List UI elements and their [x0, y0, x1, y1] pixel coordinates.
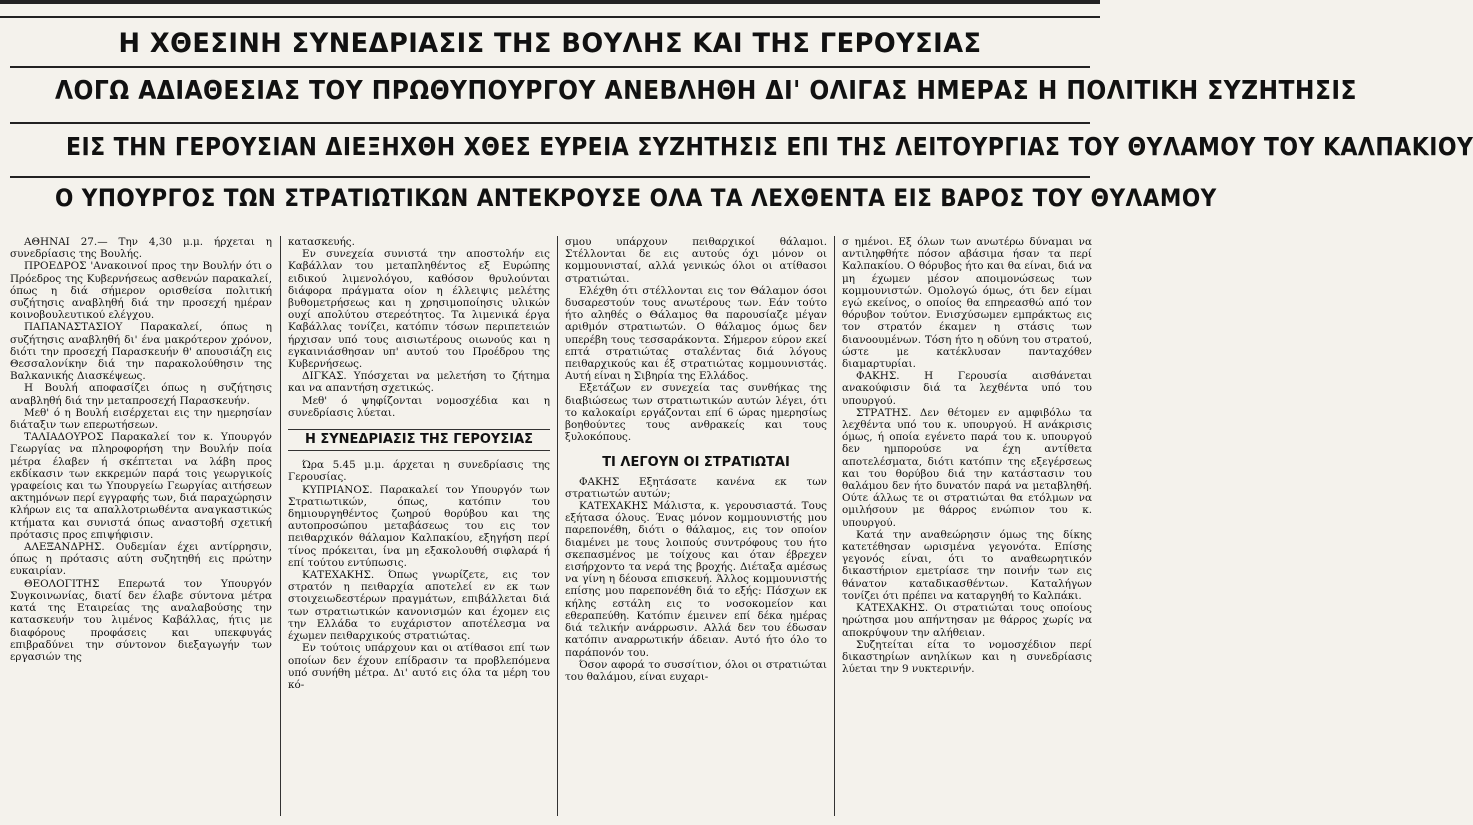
paragraph: Ελέχθη ότι στέλλονται εις τον Θάλαμον όσοι δυσαρεστούν τους ανωτέρους των. Εάν τούτο ήτο αληθές ο Θάλαμος θα παρουσίαζε μέγαν αριθμόν στρατιωτών. Ο θάλαμος όμως δεν υπερέβη τους τεσσαράκοντα. Σήμερον εύρον εκεί επτά στρατιώτας σταλέντας διά λόγους πειθαρχικούς και έξ στρατιώτας κομμουνιστάς. Αυτή είναι η Σιβηρία της Ελλάδος. [565, 284, 827, 383]
column-rule [834, 236, 835, 816]
paragraph: Μεθ' ό η Βουλή εισέρχεται εις την ημερησίαν διάταξιν των επερωτήσεων. [10, 406, 272, 432]
headline-2: ΛΟΓΩ ΑΔΙΑΘΕΣΙΑΣ ΤΟΥ ΠΡΩΘΥΠΟΥΡΓΟΥ ΑΝΕΒΛΗΘΗ ΔΙ' ΟΛΙΓΑΣ ΗΜΕΡΑΣ Η ΠΟΛΙΤΙΚΗ ΣΥΖΗΤΗΣΙΣ [55, 76, 1357, 106]
paragraph: ΠΡΟΕΔΡΟΣ 'Ανακοινοί προς την Βουλήν ότι ο Πρόεδρος της Κυβερνήσεως ασθενών παρακαλεί, όπως η διά σήμερον ορισθείσα πολιτική συζήτησις αναβληθή διά την προσεχή ημέραν κοινοβουλευτικού ελέγχου. [10, 260, 272, 322]
column-1 [10, 236, 272, 816]
headline-3: ΕΙΣ ΤΗΝ ΓΕΡΟΥΣΙΑΝ ΔΙΕΞΗΧΘΗ ΧΘΕΣ ΕΥΡΕΙΑ ΣΥΖΗΤΗΣΙΣ ΕΠΙ ΤΗΣ ΛΕΙΤΟΥΡΓΙΑΣ ΤΟΥ ΘΥΛΑΜΟΥ ΤΟΥ ΚΑΛΠΑΚΙΟΥ [66, 132, 1473, 161]
top-rule-2 [0, 16, 1100, 18]
paragraph: ΚΑΤΕΧΑΚΗΣ Μάλιστα, κ. γερουσιαστά. Τους εξήτασα όλους. Ένας μόνον κομμουνιστής μου παρεπονέθη, διότι ο θάλαμος, εις τον οποίον διαμένει με τους λοιπούς συντρόφους του ήτο σκεπασμένος με τοίχους και όταν έβρεχεν εισήρχοντο τα νερά της βροχής. Διέταξα αμέσως να γίνη η δέουσα επισκευή. Άλλος κομμουνιστής επίσης μου παρεπονέθη διά το εξής: Πάσχων εκ κήλης εστάλη εις το νοσοκομείον και εθεραπεύθη. Κατόπιν έμεινεν επί δέκα ημέρας διά τελικήν ανάρρωσιν. Αλλά δεν του έδωσαν κατόπιν αναρρωτικήν άδειαν. Αυτό ήτο όλο το παράπονόν του. [565, 500, 827, 659]
column-2 [288, 236, 550, 816]
paragraph: ΑΘΗΝΑΙ 27.— Την 4,30 μ.μ. ήρχεται η συνεδρίασις της Βουλής. [10, 236, 272, 261]
column-rule [557, 236, 558, 816]
paragraph: ΚΑΤΕΧΑΚΗΣ. Όπως γνωρίζετε, εις τον στρατόν η πειθαρχία αποτελεί εν εκ των στοιχειωδεστέρων πραγμάτων, επιβάλλεται διά των στρατιωτικών κανονισμών και έχομεν εις την Ελλάδα το ευχάριστον αποτέλεσμα να έχωμεν πειθαρχικούς στρατιώτας. [288, 569, 550, 643]
paragraph: σμου υπάρχουν πειθαρχικοί θάλαμοι. Στέλλονται δε εις αυτούς όχι μόνον οι κομμουνισταί, αλλά γενικώς όλοι οι ατίθασοι στρατιώται. [565, 236, 827, 285]
paragraph: σ ημένοι. Εξ όλων των ανωτέρω δύναμαι να αντιληφθήτε πόσον αβάσιμα ήσαν τα περί Καλπακίου. Ο θόρυβος ήτο και θα είναι, διά να μη έχωμεν μέσον αποιμονώσεως των κομμουνιστών. Ομολογώ όμως, ότι δεν είμαι εγώ εκείνος, ο οποίος θα επηρεασθώ από τον θόρυβον τούτον. Ενισχύσωμεν εμπράκτως εις τον στρατόν έκαμεν η στάσις των διανοουμένων. Τόση ήτο η οδύνη του στρατού, ώστε με κατέκλυσαν πανταχόθεν διαμαρτυρίαι. [842, 236, 1092, 371]
paragraph: ΑΛΕΞΑΝΔΡΗΣ. Ουδεμίαν έχει αντίρρησιν, όπως η πρότασις αύτη συζητηθή εις πρώτην ευκαιρίαν. [10, 541, 272, 578]
divider-3 [10, 176, 1090, 178]
paragraph: Μεθ' ό ψηφίζονται νομοσχέδια και η συνεδρίασις λύεται. [288, 394, 550, 419]
soldiers-subheading: ΤΙ ΛΕΓΟΥΝ ΟΙ ΣΤΡΑΤΙΩΤΑΙ [602, 455, 790, 471]
headline-1: Η ΧΘΕΣΙΝΗ ΣΥΝΕΔΡΙΑΣΙΣ ΤΗΣ ΒΟΥΛΗΣ ΚΑΙ ΤΗΣ ΓΕΡΟΥΣΙΑΣ [118, 28, 982, 59]
paragraph: Εξετάζων εν συνεχεία τας συνθήκας της διαβιώσεως των στρατιωτικών αυτών λέγει, ότι το καλοκαίρι εργάζονται επί 6 ώρας ημερησίως βοηθούντες τους ανθρακείς και τους ξυλοκόπους. [565, 382, 827, 444]
paragraph: Όσον αφορά το συσσίτιον, όλοι οι στρατιώται του θαλάμου, είναι ευχαρι- [565, 658, 827, 683]
column-3 [565, 236, 827, 816]
paragraph: ΣΤΡΑΤΗΣ. Δεν θέτομεν εν αμφιβόλω τα λεχθέντα υπό του κ. υπουργού. Η ανάκρισις όμως, ή οποία εγένετο παρά του κ. υπουργού δεν ημπορούσε να έχη αντίθετα αποτελέσματα, διότι κατόπιν της εξεγέρσεως και του θορύβου διά την κατάστασιν του θαλάμου δεν ήτο δυνατόν παρά να μεταβληθή. Ούτε άλλως τε οι στρατιώται θα ετόλμων να ομιλήσουν με θάρρος ενώπιον του κ. υπουργού. [842, 406, 1092, 529]
article-columns [10, 236, 1092, 816]
paragraph: Εν τούτοις υπάρχουν και οι ατίθασοι επί των οποίων δεν έχουν επίδρασιν τα προβλεπόμενα υπό συνήθη μέτρα. Δι' αυτό εις όλα τα μέρη του κό- [288, 642, 550, 691]
paragraph: Εν συνεχεία συνιστά την αποστολήν εις Καβάλλαν του μεταπληθέντος εξ Ευρώπης ειδικού λιμενολόγου, καθόσον θρυλούνται διάφορα πράγματα οίον η έλλειψις μελέτης βυθομετρήσεως και η χρησιμοποίησις υλικών ουχί απολύτου στερεότητος. Τα λιμενικά έργα Καβάλλας τονίζει, κατόπιν τόσων περιπετειών ήρχισαν υπό τους αισιωτέρους οιωνούς και η εγκαινιάσθησαν υπ' αυτού του Προέδρου της Κυβερνήσεως. [288, 248, 550, 371]
paragraph: ΠΑΠΑΝΑΣΤΑΣΙΟΥ Παρακαλεί, όπως η συζήτησις αναβληθή δι' ένα μακρότερον χρόνον, διότι την προσεχή Παρασκευήν θ' απουσιάζη εις Θεσσαλονίκην διά την παρακολούθησιν της Βαλκανικής Διασκέψεως. [10, 321, 272, 383]
paragraph: ΘΕΟΛΟΓΙΤΗΣ Επερωτά τον Υπουργόν Συγκοινωνίας, διατί δεν έλαβε σύντονα μέτρα κατά της Εταιρείας της αναλαβούσης την κατασκευήν του λιμένος Καβάλλας, ήτις με διαφόρους προφάσεις και υπεκφυγάς επιβραδύνει την σύντονον διεξαγωγήν των εργασιών της [10, 577, 272, 663]
paragraph: Η Βουλή αποφασίζει όπως η συζήτησις αναβληθή διά την μεταπροσεχή Παρασκευήν. [10, 382, 272, 407]
paragraph: Συζητείται είτα το νομοσχέδιον περί δικαστηρίων ανηλίκων και η συνεδρίασις λύεται την 9 νυκτερινήν. [842, 638, 1092, 676]
top-rule [0, 0, 1100, 4]
paragraph: Ώρα 5.45 μ.μ. άρχεται η συνεδρίασις της Γερουσίας. [288, 459, 550, 484]
paragraph: κατασκευής. [288, 236, 355, 248]
paragraph: ΦΑΚΗΣ. Η Γερουσία αισθάνεται ανακούφισιν διά τα λεχθέντα υπό του υπουργού. [842, 370, 1092, 407]
paragraph: ΚΑΤΕΧΑΚΗΣ. Οι στρατιώται τους οποίους ηρώτησα μου απήντησαν με θάρρος χωρίς να αποκρύψουν την αλήθειαν. [842, 602, 1092, 639]
headline-4: Ο ΥΠΟΥΡΓΟΣ ΤΩΝ ΣΤΡΑΤΙΩΤΙΚΩΝ ΑΝΤΕΚΡΟΥΣΕ ΟΛΑ ΤΑ ΛΕΧΘΕΝΤΑ ΕΙΣ ΒΑΡΟΣ ΤΟΥ ΘΥΛΑΜΟΥ [55, 184, 1217, 212]
column-4 [842, 236, 1092, 816]
paragraph: ΤΑΛΙΑΔΟΥΡΟΣ Παρακαλεί τον κ. Υπουργόν Γεωργίας να πληροφορήση την Βουλήν ποία μέτρα έλαβεν ή σκέπτεται να λάβη προς εκδίκασιν των εκκρεμών παρά τοις γεωργικοίς γραφείοις και τω Υπουργείω Γεωργίας αιτήσεων ακτημόνων περί εγγραφής των, διά παραχώρησιν κλήρων εις τα απαλλοτριωθέντα αναγκαστικώς κτήματα και συνιστά όπως αναστοβή σχετική πρότασις προς επιψήφισιν. [10, 431, 272, 541]
paragraph: ΦΑΚΗΣ Εξητάσατε κανένα εκ των στρατιωτών αυτών; [565, 475, 827, 500]
column-rule [280, 236, 281, 816]
paragraph: ΔΙΓΚΑΣ. Υπόσχεται να μελετήση το ζήτημα και να απαντήση σχετικώς. [288, 370, 550, 395]
divider-1 [10, 66, 1090, 68]
paragraph: Κατά την αναθεώρησιν όμως της δίκης κατετέθησαν ωρισμένα γεγονότα. Επίσης γεγονός είναι, ότι το αναθεωρητικόν δικαστήριον εμετρίασε την ποινήν των εις θάνατον καταδικασθέντων. Καταλήγων τονίζει ότι πρέπει να καταργηθή το Καλπάκι. [842, 528, 1092, 602]
divider-2 [10, 122, 1090, 124]
paragraph: ΚΥΠΡΙΑΝΟΣ. Παρακαλεί τον Υπουργόν των Στρατιωτικών, όπως, κατόπιν του δημιουργηθέντος ζωηρού θορύβου και της αυτοπροσώπου μεταβάσεως του εις τον πειθαρχικόν θάλαμον Καλπακίου, εξηγήση περί τίνος πρόκειται, ίνα μη εξακολουθή σιφλαρά ή επί τούτου εντύπωσις. [288, 483, 550, 569]
senate-subheading: Η ΣΥΝΕΔΡΙΑΣΙΣ ΤΗΣ ΓΕΡΟΥΣΙΑΣ [288, 429, 550, 451]
